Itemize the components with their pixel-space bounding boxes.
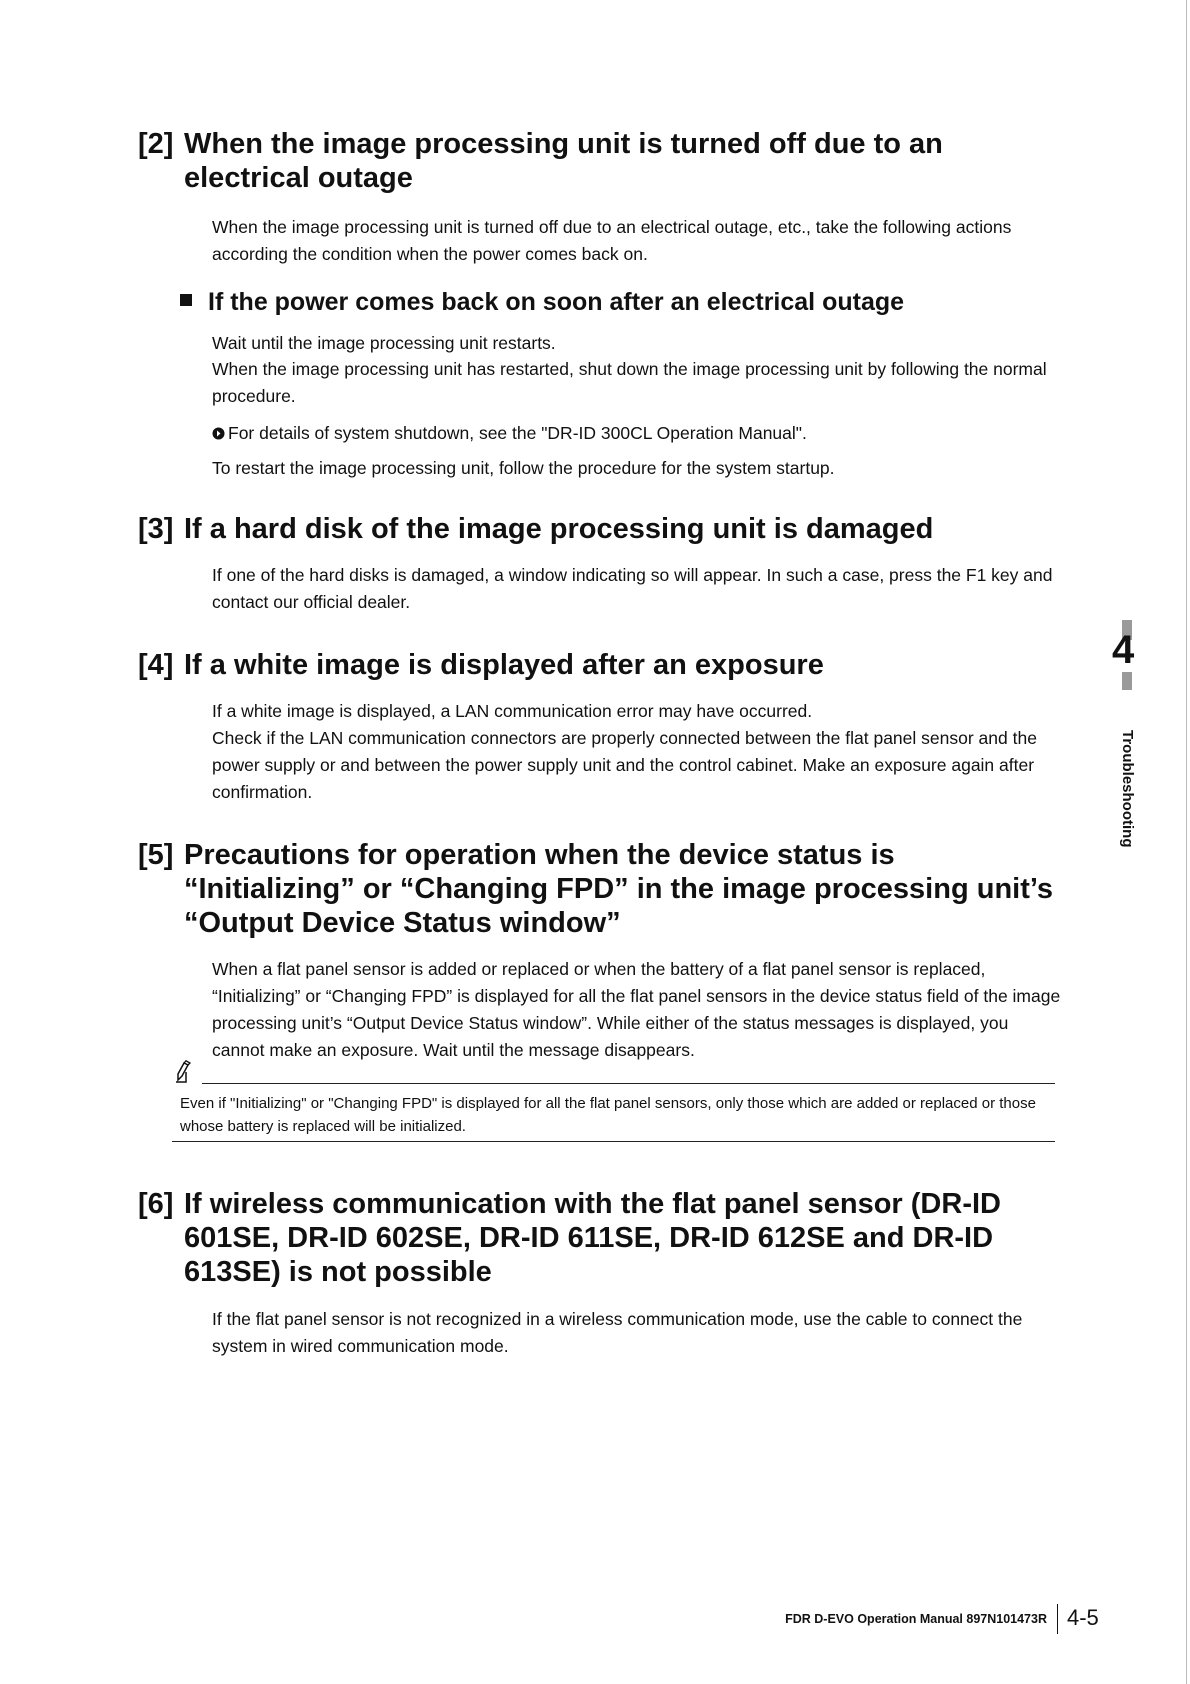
note-divider-bottom bbox=[172, 1141, 1055, 1142]
section-2-paragraph-2: When the image processing unit has restarted, shut down the image processing unit by following the normal procedure. bbox=[212, 359, 1047, 406]
section-title: When the image processing unit is turned off due to an electrical outage bbox=[184, 128, 943, 194]
section-number: [2] bbox=[138, 128, 174, 160]
page-edge bbox=[1186, 0, 1187, 1684]
section-number: [3] bbox=[138, 513, 174, 545]
section-title: If a white image is displayed after an exposure bbox=[184, 649, 824, 681]
section-title: Precautions for operation when the device status is “Initializing” or “Changing FPD” in the image processing unit’s “Output Device Status window” bbox=[184, 839, 1053, 939]
section-title: If a hard disk of the image processing unit is damaged bbox=[184, 513, 934, 545]
circle-arrow-icon bbox=[212, 427, 225, 440]
section-2-reference bbox=[212, 420, 1062, 447]
section-number: [4] bbox=[138, 649, 174, 681]
section-5-body: When a flat panel sensor is added or replaced or when the battery of a flat panel sensor is replaced, “Initializing” or “Changing FPD” is displayed for all the flat panel sensors in the device status field of the image processing unit’s “Output Device Status window”. While either of the status messages is displayed, you cannot make an exposure. Wait until the message disappears. bbox=[212, 959, 1061, 1060]
footer-separator bbox=[1057, 1604, 1058, 1634]
note-divider-top bbox=[202, 1083, 1055, 1084]
square-bullet-icon bbox=[180, 294, 192, 306]
chapter-label: Troubleshooting bbox=[1119, 730, 1136, 848]
page-number: 4-5 bbox=[1067, 1605, 1099, 1630]
section-3-body: If one of the hard disks is damaged, a window indicating so will appear. In such a case, press the F1 key and contact our official dealer. bbox=[212, 565, 1053, 612]
chapter-tab-bar-bottom bbox=[1122, 672, 1132, 690]
section-title: If wireless communication with the flat panel sensor (DR-ID 601SE, DR-ID 602SE, DR-ID 611SE, DR-ID 612SE and DR-ID 613SE) is not possible bbox=[184, 1188, 1001, 1288]
note-text: Even if "Initializing" or "Changing FPD" is displayed for all the flat panel sensors, only those which are added or replaced or those whose battery is replaced will be initialized. bbox=[180, 1095, 1036, 1135]
pencil-note-icon bbox=[174, 1060, 196, 1084]
section-4-heading bbox=[138, 648, 1068, 682]
section-2-intro: When the image processing unit is turned off due to an electrical outage, etc., take the following actions according the condition when the power comes back on. bbox=[212, 217, 1012, 264]
section-3-heading bbox=[138, 512, 1068, 546]
section-2-paragraph-3: To restart the image processing unit, follow the procedure for the system startup. bbox=[212, 458, 835, 478]
section-2-paragraph-1: Wait until the image processing unit restarts. bbox=[212, 333, 556, 353]
section-2-heading bbox=[138, 127, 1068, 195]
section-4-paragraph-2: Check if the LAN communication connectors are properly connected between the flat panel sensor and the power supply or and between the power supply unit and the control cabinet. Make an exposure again after confirmation. bbox=[212, 728, 1037, 802]
subsection-title: If the power comes back on soon after an electrical outage bbox=[208, 288, 905, 316]
subsection-heading bbox=[180, 287, 1060, 317]
footer-manual-info: FDR D-EVO Operation Manual 897N101473R bbox=[785, 1612, 1047, 1626]
section-number: [5] bbox=[138, 839, 174, 871]
section-6-heading bbox=[138, 1187, 1068, 1289]
section-4-paragraph-1: If a white image is displayed, a LAN communication error may have occurred. bbox=[212, 701, 813, 721]
section-5-heading bbox=[138, 838, 1068, 940]
chapter-number: 4 bbox=[1112, 628, 1135, 672]
section-number: [6] bbox=[138, 1188, 174, 1220]
section-6-body: If the flat panel sensor is not recognized in a wireless communication mode, use the cable to connect the system in wired communication mode. bbox=[212, 1309, 1023, 1356]
reference-text: For details of system shutdown, see the "DR-ID 300CL Operation Manual". bbox=[228, 423, 807, 443]
